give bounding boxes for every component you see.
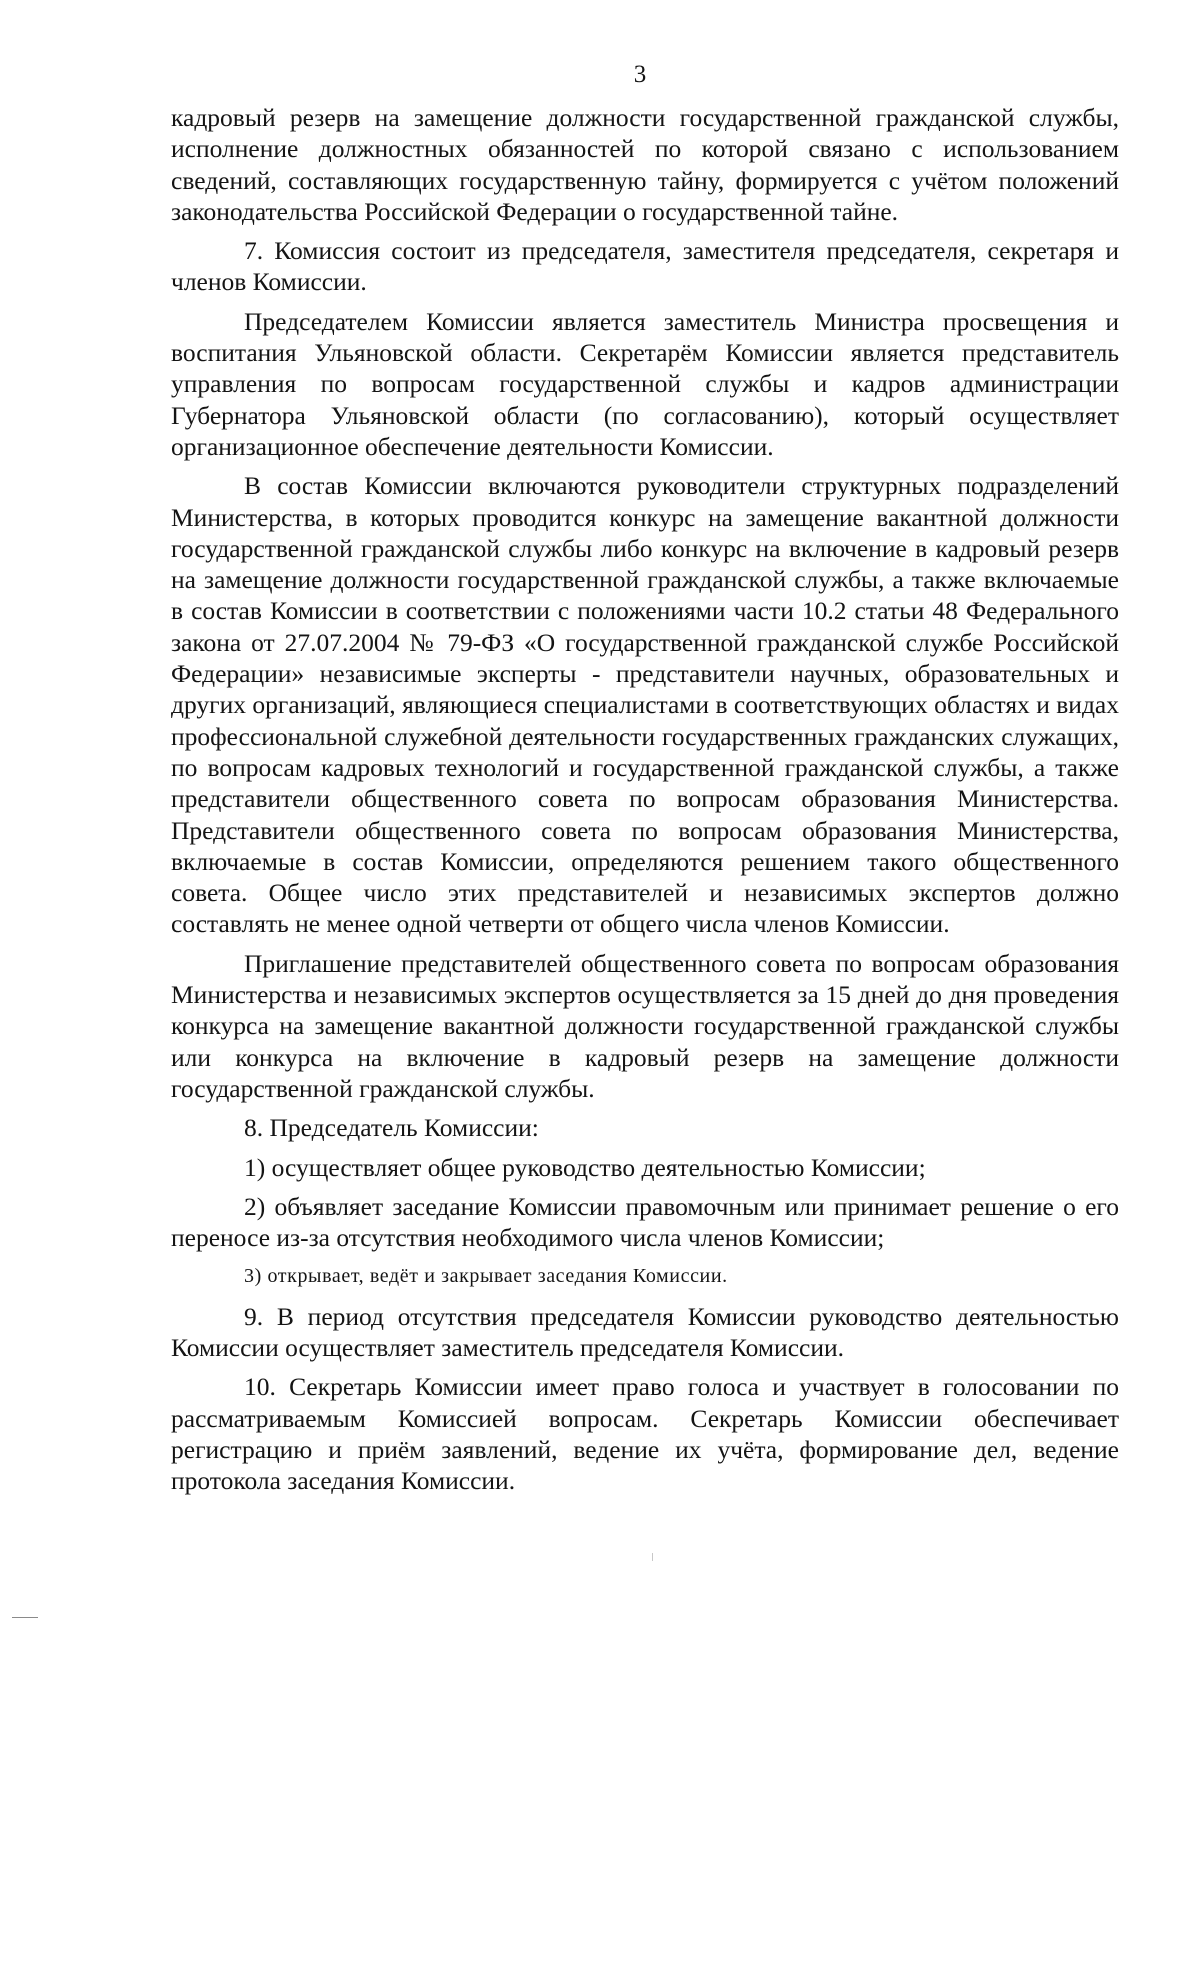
paragraph-composition: В состав Комиссии включаются руководители структурных подразделений Министерства, в которых проводится конкурс на замещение вакантной должности государственной гражданской службы либо конкурс на включение в кадровый резерв на замещение должности государственной гражданской службы, а также включаемые в состав Комиссии в соответствии с положениями части 10.2 статьи 48 Федерального закона от 27.07.2004 № 79-ФЗ «О государственной гражданской службе Российской Федерации» независимые эксперты - представители научных, образовательных и других организаций, являющиеся специалистами в соответствующих областях и видах профессиональной служебной деятельности государственных гражданских служащих, по вопросам кадровых технологий и государственной гражданской службы, а также представители общественного совета по вопросам образования Министерства. Представители общественного совета по вопросам образования Министерства, включаемые в состав Комиссии, определяются решением такого общественного совета. Общее число этих представителей и независимых экспертов должно составлять не менее одной четверти от общего числа членов Комиссии. bbox=[171, 471, 1119, 939]
paragraph-continuation: кадровый резерв на замещение должности государственной гражданской службы, исполнение должностных обязанностей по которой связано с использованием сведений, составляющих государственную тайну, формируется с учётом положений законодательства Российской Федерации о государственной тайне. bbox=[171, 103, 1119, 226]
paragraph-item-8: 8. Председатель Комиссии: bbox=[244, 1113, 539, 1143]
paragraph-item-9: 9. В период отсутствия председателя Комиссии руководство деятельностью Комиссии осуществляет заместитель председателя Комиссии. bbox=[171, 1301, 1119, 1362]
paragraph-item-8-1: 1) осуществляет общее руководство деятельностью Комиссии; bbox=[244, 1152, 926, 1182]
paragraph-item-7: 7. Комиссия состоит из председателя, заместителя председателя, секретаря и членов Комиссии. bbox=[171, 236, 1119, 297]
scan-margin-mark bbox=[12, 1617, 38, 1618]
scan-speck bbox=[652, 1553, 653, 1561]
paragraph-item-8-2: 2) объявляет заседание Комиссии правомочным или принимает решение о его переносе из-за отсутствия необходимого числа членов Комиссии; bbox=[171, 1191, 1119, 1253]
page-number: 3 bbox=[633, 61, 647, 88]
paragraph-item-8-3: 3) открывает, ведёт и закрывает заседания Комиссии. bbox=[244, 1265, 728, 1288]
paragraph-item-10: 10. Секретарь Комиссии имеет право голоса и участвует в голосовании по рассматриваемым Комиссией вопросам. Секретарь Комиссии обеспечивает регистрацию и приём заявлений, ведение их учёта, формирование дел, ведение протокола заседания Комиссии. bbox=[171, 1372, 1119, 1496]
paragraph-invitation: Приглашение представителей общественного совета по вопросам образования Министерства и независимых экспертов осуществляется за 15 дней до дня проведения конкурса на замещение вакантной должности государственной гражданской службы или конкурса на включение в кадровый резерв на замещение должности государственной гражданской службы. bbox=[171, 948, 1119, 1103]
paragraph-chairman: Председателем Комиссии является заместитель Министра просвещения и воспитания Ульяновской области. Секретарём Комиссии является представитель управления по вопросам государственной службы и кадров администрации Губернатора Ульяновской области (по согласованию), который осуществляет организационное обеспечение деятельности Комиссии. bbox=[171, 306, 1119, 461]
document-body bbox=[171, 102, 1119, 1496]
